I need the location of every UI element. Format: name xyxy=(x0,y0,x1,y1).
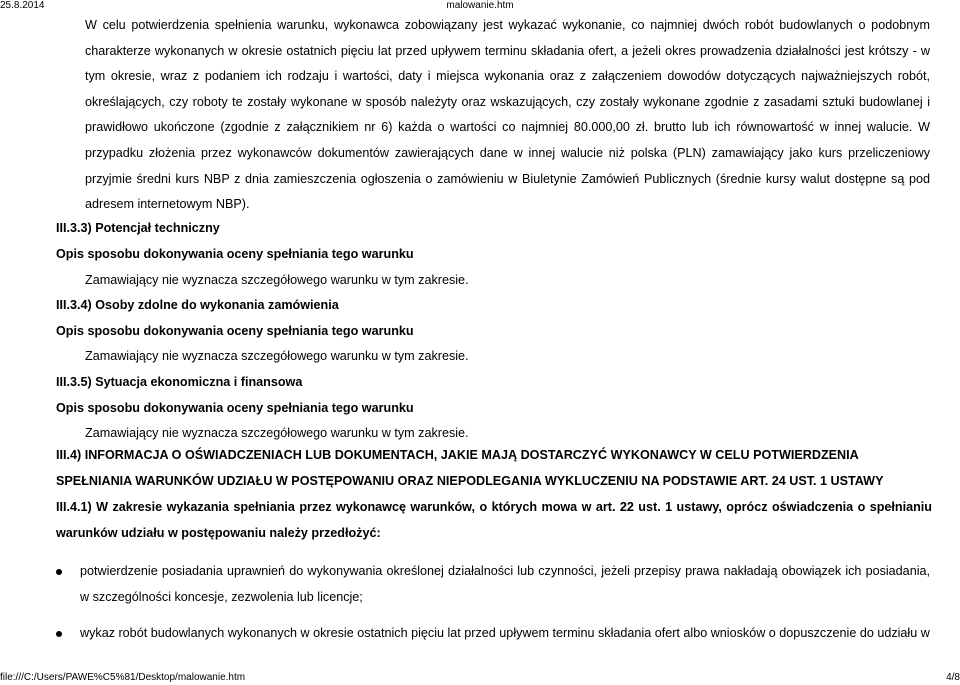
section-title: 5) Sytuacja ekonomiczna i finansowa xyxy=(80,375,303,389)
file-path: file:///C:/Users/PAWE%C5%81/Desktop/malowanie.htm xyxy=(0,672,246,683)
section-title: 4) Osoby zdolne do wykonania zamówienia xyxy=(80,298,339,312)
section-heading-osoby xyxy=(56,298,339,312)
print-title: malowanie.htm xyxy=(446,0,514,11)
section-heading-sytuacja xyxy=(56,375,302,389)
intro-text-continued: W przypadku złożenia przez wykonawców dokumentów zawierających dane w innej walucie niż polska (PLN) zamawiający jako kurs przeliczeniowy przyjmie średni kurs NBP z dnia zamieszczenia ogłoszenia o zamówieniu w Biuletynie Zamówień Publicznych (średnie kursy walut dostępne są pod adresem internetowym NBP). xyxy=(85,120,930,212)
assessment-text: Zamawiający nie wyznacza szczegółowego warunku w tym zakresie. xyxy=(85,426,469,440)
bullet-icon xyxy=(56,631,62,637)
assessment-label: Opis sposobu dokonywania oceny spełniania tego warunku xyxy=(56,324,414,338)
section-number: III.3. xyxy=(56,221,81,235)
section-number: III.3. xyxy=(56,375,81,389)
bullet-icon xyxy=(56,569,62,575)
section-heading-potencjal xyxy=(56,221,220,235)
assessment-label: Opis sposobu dokonywania oceny spełniania tego warunku xyxy=(56,247,414,261)
list-item-text: wykaz robót budowlanych wykonanych w okresie ostatnich pięciu lat przed upływem terminu składania ofert albo wniosków o dopuszczenie do udziału w xyxy=(80,626,930,640)
intro-text: W celu potwierdzenia spełnienia warunku, wykonawca zobowiązany jest wykazać wykonanie, co najmniej dwóch robót budowlanych o podobnym charakterze wykonanych w okresie ostatnich pięciu lat przed upływem terminu składania ofert, a jeżeli okres prowadzenia działalności jest krótszy - w tym okresie, wraz z podaniem ich rodzaju i wartości, daty i miejsca wykonania oraz z załączeniem dowodów dotyczących najważniejszych robót, określających, czy roboty te zostały wykonane w sposób należyty oraz wskazujących, czy zostały wykonane zgodnie z zasadami sztuki budowlanej i prawidłowo ukończone (zgodnie z załącznikiem nr 6) każda o wartości co najmniej 80.000,00 zł. brutto lub ich równowartość w innej walucie. xyxy=(85,18,930,135)
assessment-text: Zamawiający nie wyznacza szczegółowego warunku w tym zakresie. xyxy=(85,273,469,287)
section-iii4-heading: III.4) INFORMACJA O OŚWIADCZENIACH LUB DOKUMENTACH, JAKIE MAJĄ DOSTARCZYĆ WYKONAWCY W CELU POTWIERDZENIA SPEŁNIANIA WARUNKÓW UDZIAŁU W POSTĘPOWANIU ORAZ NIEPODLEGANIA WYKLUCZENIU NA PODSTAWIE ART. 24 UST. 1 USTAWY xyxy=(56,448,884,488)
print-footer xyxy=(0,672,960,685)
assessment-text: Zamawiający nie wyznacza szczegółowego warunku w tym zakresie. xyxy=(85,349,469,363)
list-item xyxy=(56,621,930,647)
section-title: 3) Potencjał techniczny xyxy=(80,221,220,235)
print-date: 25.8.2014 xyxy=(0,0,45,11)
section-iii41-heading: III.4.1) W zakresie wykazania spełniania przez wykonawcę warunków, o których mowa w art. 22 ust. 1 ustawy, oprócz oświadczenia o spełnianiu warunków udziału w postępowaniu należy przedłożyć: xyxy=(56,500,932,540)
list-item xyxy=(56,559,930,610)
assessment-label: Opis sposobu dokonywania oceny spełniania tego warunku xyxy=(56,401,414,415)
print-header xyxy=(0,0,960,14)
section-number: III.3. xyxy=(56,298,81,312)
list-item-text: potwierdzenie posiadania uprawnień do wykonywania określonej działalności lub czynności, jeżeli przepisy prawa nakładają obowiązek ich posiadania, w szczególności koncesje, zezwolenia lub licencje; xyxy=(80,564,930,604)
intro-paragraph xyxy=(85,13,930,218)
page-number: 4/8 xyxy=(946,672,960,683)
